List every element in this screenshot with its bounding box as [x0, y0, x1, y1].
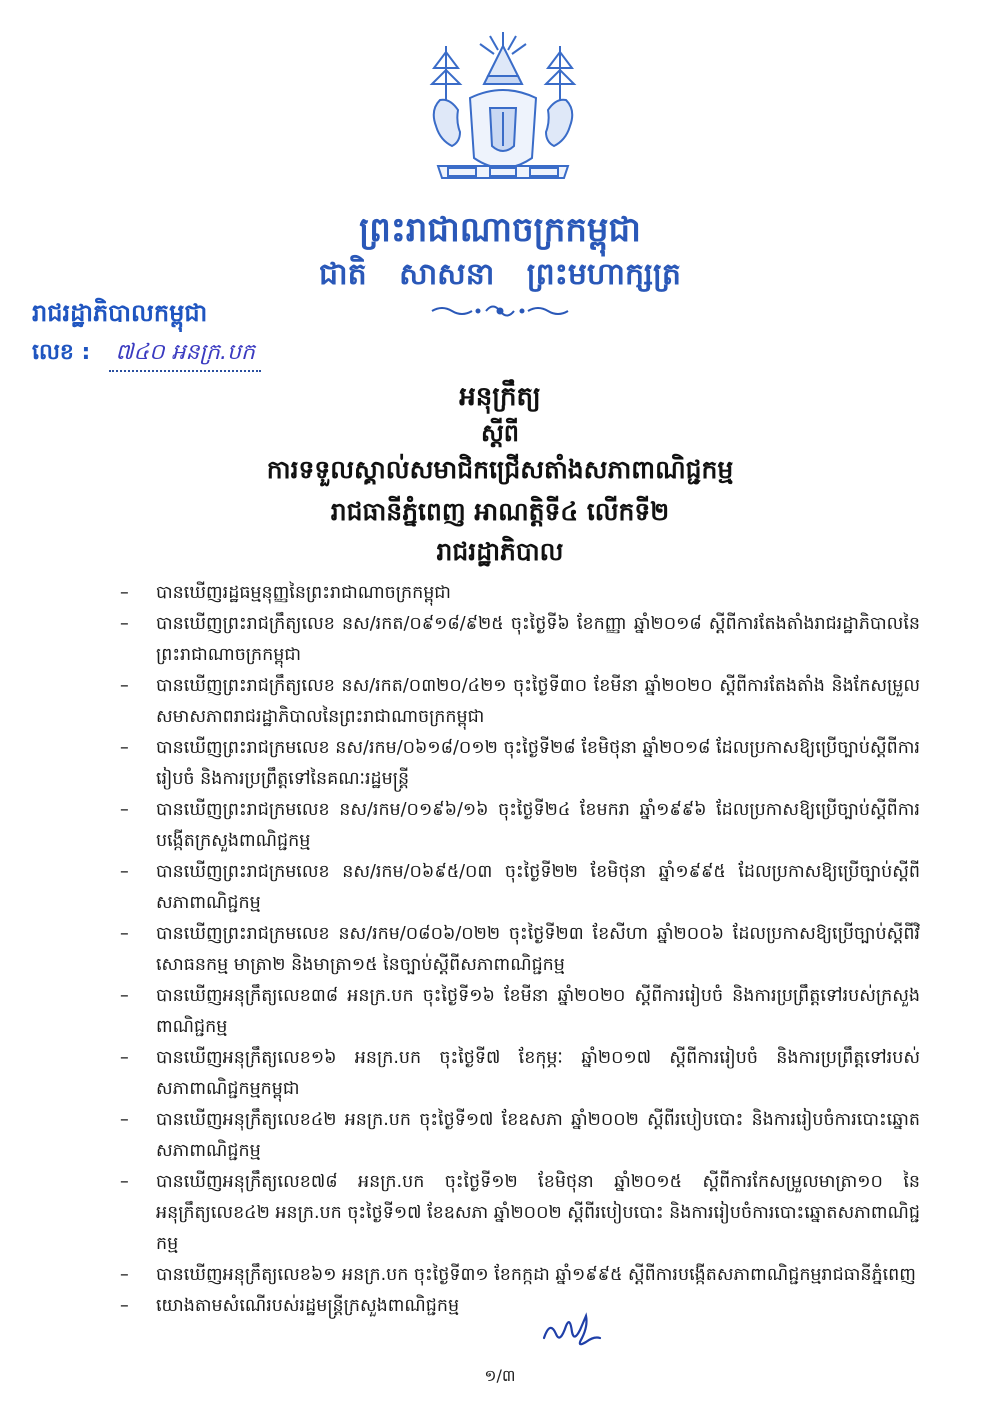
list-item: – យោងតាមសំណើរបស់រដ្ឋមន្ត្រីក្រសួងពាណិជ្ជកម្ម — [120, 1291, 920, 1322]
list-item: – បានឃើញអនុក្រឹត្យលេខ៤២ អនក្រ.បក ចុះថ្ងៃទី១៧ ខែឧសភា ឆ្នាំ២០០២ ស្តីពីរបៀបបោះ និងការរៀបចំការបោះឆ្នោតសភាពាណិជ្ជកម្ម — [120, 1105, 920, 1167]
royal-coat-of-arms-icon — [418, 28, 588, 198]
decorative-divider-icon — [428, 300, 573, 322]
list-item: – បានឃើញអនុក្រឹត្យលេខ៦១ អនក្រ.បក ចុះថ្ងៃទី៣១ ខែកក្កដា ឆ្នាំ១៩៩៥ ស្តីពីការបង្កើតសភាពាណិជ្ជកម្មរាជធានីភ្នំពេញ — [120, 1260, 920, 1291]
about-heading: ស្តីពី — [480, 419, 520, 447]
subject-heading-line2: រាជធានីភ្នំពេញ អាណត្តិទី៤ លើកទី២ — [330, 497, 670, 526]
reference-label: លេខ : — [32, 340, 91, 365]
list-item: – បានឃើញរដ្ឋធម្មនុញ្ញនៃព្រះរាជាណាចក្រកម្ពុជា — [120, 578, 920, 609]
signature-initials — [538, 1312, 613, 1348]
list-item: – បានឃើញព្រះរាជក្រមលេខ នស/រកម/០៦៩៥/០៣ ចុះថ្ងៃទី២២ ខែមិថុនា ឆ្នាំ១៩៩៥ ដែលប្រកាសឱ្យប្រើច្បាប់ស្តីពីសភាពាណិជ្ជកម្ម — [120, 857, 920, 919]
issuing-authority: រាជរដ្ឋាភិបាលកម្ពុជា — [32, 299, 208, 327]
list-item: – បានឃើញអនុក្រឹត្យលេខ៧៨ អនក្រ.បក ចុះថ្ងៃទី១២ ខែមិថុនា ឆ្នាំ២០១៥ ស្តីពីការកែសម្រួលមាត្រា១០ នៃអនុក្រឹត្យលេខ៤២ អនក្រ.បក ចុះថ្ងៃទី១៧ ខែឧសភា ឆ្នាំ២០០២ ស្តីពីរបៀបបោះ និងការរៀបចំការបោះឆ្នោតសភាពាណិជ្ជកម្ម — [120, 1167, 920, 1260]
authority-heading: រាជរដ្ឋាភិបាល — [436, 537, 564, 566]
list-item: – បានឃើញអនុក្រឹត្យលេខ៣៨ អនក្រ.បក ចុះថ្ងៃទី១៦ ខែមីនា ឆ្នាំ២០២០ ស្តីពីការរៀបចំ និងការប្រព្រឹត្តទៅរបស់ក្រសួងពាណិជ្ជកម្ម — [120, 981, 920, 1043]
list-item: – បានឃើញព្រះរាជក្រឹត្យលេខ នស/រកត/០៣២០/៤២១ ចុះថ្ងៃទី៣០ ខែមីនា ឆ្នាំ២០២០ ស្តីពីការតែងតាំង និងកែសម្រួលសមាសភាពរាជរដ្ឋាភិបាលនៃព្រះរាជាណាចក្រកម្ពុជា — [120, 671, 920, 733]
list-item: – បានឃើញព្រះរាជក្រឹត្យលេខ នស/រកត/០៩១៨/៩២៥ ចុះថ្ងៃទី៦ ខែកញ្ញា ឆ្នាំ២០១៨ ស្តីពីការតែងតាំងរាជរដ្ឋាភិបាលនៃព្រះរាជាណាចក្រកម្ពុជា — [120, 609, 920, 671]
reference-number: ៧៤០ អនក្រ.បក — [109, 338, 261, 372]
list-item: – បានឃើញអនុក្រឹត្យលេខ១៦ អនក្រ.បក ចុះថ្ងៃទី៧ ខែកុម្ភៈ ឆ្នាំ២០១៧ ស្តីពីការរៀបចំ និងការប្រព្រឹត្តទៅរបស់សភាពាណិជ្ជកម្មកម្ពុជា — [120, 1043, 920, 1105]
page-number: ១/៣ — [484, 1366, 516, 1385]
list-item: – បានឃើញព្រះរាជក្រមលេខ នស/រកម/០១៩៦/១៦ ចុះថ្ងៃទី២៤ ខែមករា ឆ្នាំ១៩៩៦ ដែលប្រកាសឱ្យប្រើច្បាប់ស្តីពីការបង្កើតក្រសួងពាណិជ្ជកម្ម — [120, 795, 920, 857]
national-motto: ជាតិ សាសនា ព្រះមហាក្សត្រ — [319, 257, 681, 292]
list-item: – បានឃើញព្រះរាជក្រមលេខ នស/រកម/០៨០៦/០២២ ចុះថ្ងៃទី២៣ ខែសីហា ឆ្នាំ២០០៦ ដែលប្រកាសឱ្យប្រើច្បាប់ស្តីពីវិសោធនកម្ម មាត្រា២ និងមាត្រា១៥ នៃច្បាប់ស្តីពីសភាពាណិជ្ជកម្ម — [120, 919, 920, 981]
document-type-title: អនុក្រឹត្យ — [459, 382, 541, 412]
list-item: – បានឃើញព្រះរាជក្រមលេខ នស/រកម/០៦១៨/០១២ ចុះថ្ងៃទី២៨ ខែមិថុនា ឆ្នាំ២០១៨ ដែលប្រកាសឱ្យប្រើច្បាប់ស្តីពីការរៀបចំ និងការប្រព្រឹត្តទៅនៃគណៈរដ្ឋមន្ត្រី — [120, 733, 920, 795]
subject-heading: ការទទួលស្គាល់សមាជិកជ្រើសតាំងសភាពាណិជ្ជកម្ម — [266, 455, 734, 484]
reference-line — [32, 338, 261, 372]
kingdom-name: ព្រះរាជាណាចក្រកម្ពុជា — [359, 210, 641, 250]
preamble-clause-list — [120, 578, 920, 1322]
